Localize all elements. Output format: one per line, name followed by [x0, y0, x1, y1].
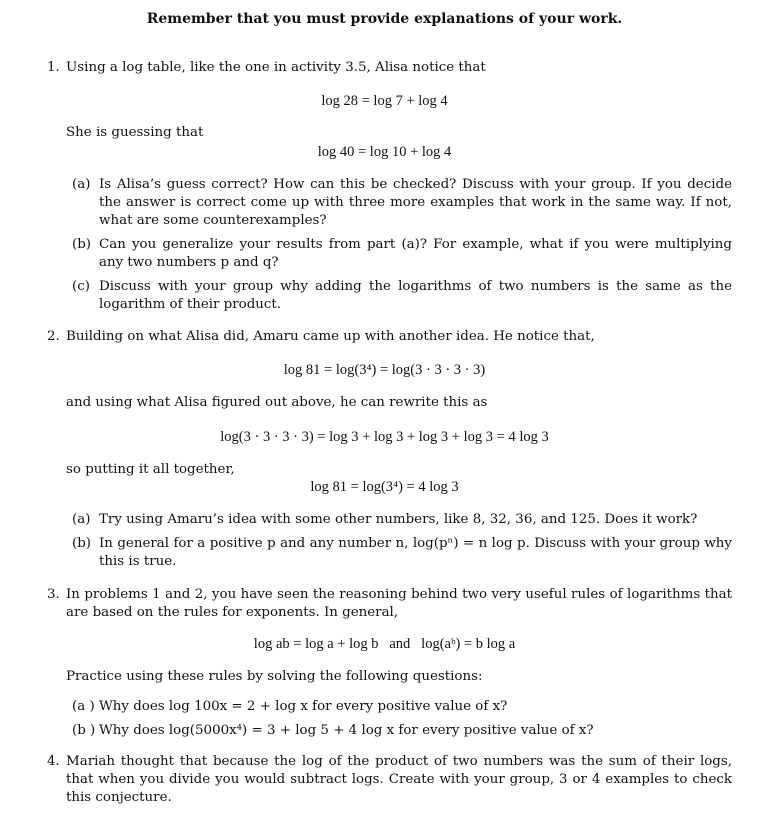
problem-3b: [72, 722, 732, 740]
problem-3b-text: Why does log(5000x⁴) = 3 + log 5 + 4 log x for every positive value of x?: [99, 723, 594, 738]
problem-1b-label: (b): [72, 237, 92, 252]
problem-1-intro: Using a log table, like the one in activity 3.5, Alisa notice that: [66, 60, 486, 75]
problem-1b-text: Can you generalize your results from part (a)? For example, what if you were multiplying any two numbers p and q?: [99, 237, 732, 270]
problem-2b-label: (b): [72, 536, 92, 551]
problem-2-equation-1: log 81 = log(3⁴) = log(3 · 3 · 3 · 3): [283, 362, 486, 378]
problem-2-intro: Building on what Alisa did, Amaru came up with another idea. He notice that,: [66, 329, 595, 344]
problem-1-guess: She is guessing that: [66, 125, 204, 140]
problem-3a-label: (a ): [72, 699, 95, 714]
problem-1c: [72, 278, 732, 314]
problem-2-equation-2: log(3 · 3 · 3 · 3) = log 3 + log 3 + log 3 + log 3 = 4 log 3: [220, 429, 549, 445]
problem-3a-text: Why does log 100x = 2 + log x for every positive value of x?: [99, 699, 508, 714]
problem-2-equation-3: log 81 = log(3⁴) = 4 log 3: [310, 479, 459, 495]
problem-2b: [72, 535, 732, 571]
problem-3-intro: In problems 1 and 2, you have seen the reasoning behind two very useful rules of logarithms that are based on the rules for exponents. In general,: [66, 587, 732, 620]
problem-1a-label: (a): [72, 177, 91, 192]
problem-4-number: 4.: [47, 754, 60, 769]
problem-1-equation-1: log 28 = log 7 + log 4: [321, 93, 448, 109]
problem-4-text: Mariah thought that because the log of the product of two numbers was the sum of their logs, that when you divide you would subtract logs. Create with your group, 3 or 4 examples to check this conjecture.: [66, 754, 732, 805]
problem-3-practice: Practice using these rules by solving the following questions:: [66, 669, 483, 684]
problem-3a: [72, 698, 732, 716]
problem-3b-label: (b ): [72, 723, 96, 738]
problem-2a: [72, 511, 732, 529]
problem-3-number: 3.: [47, 587, 60, 602]
problem-1-equation-2: log 40 = log 10 + log 4: [317, 144, 452, 160]
problem-1a-text: Is Alisa’s guess correct? How can this be checked? Discuss with your group. If you decide the answer is correct come up with three more examples that work in the same way. If not, what are some counterexamples?: [99, 177, 732, 228]
problem-1c-label: (c): [72, 279, 90, 294]
problem-1-number: 1.: [47, 60, 60, 75]
problem-1a: [72, 176, 732, 230]
problem-1c-text: Discuss with your group why adding the logarithms of two numbers is the same as the logarithm of their product.: [99, 279, 732, 312]
problem-2-mid: and using what Alisa figured out above, he can rewrite this as: [66, 395, 488, 410]
page-header: Remember that you must provide explanations of your work.: [146, 11, 623, 27]
problem-2a-text: Try using Amaru’s idea with some other numbers, like 8, 32, 36, and 125. Does it work?: [99, 512, 698, 527]
problem-2b-text: In general for a positive p and any number n, log(pⁿ) = n log p. Discuss with your group why this is true.: [99, 536, 732, 569]
problem-1b: [72, 236, 732, 272]
problem-2a-label: (a): [72, 512, 91, 527]
problem-2-number: 2.: [47, 329, 60, 344]
problem-3-rules-equation: log ab = log a + log b and log(aᵇ) = b log a: [253, 636, 516, 652]
problem-2-together: so putting it all together,: [66, 462, 235, 477]
